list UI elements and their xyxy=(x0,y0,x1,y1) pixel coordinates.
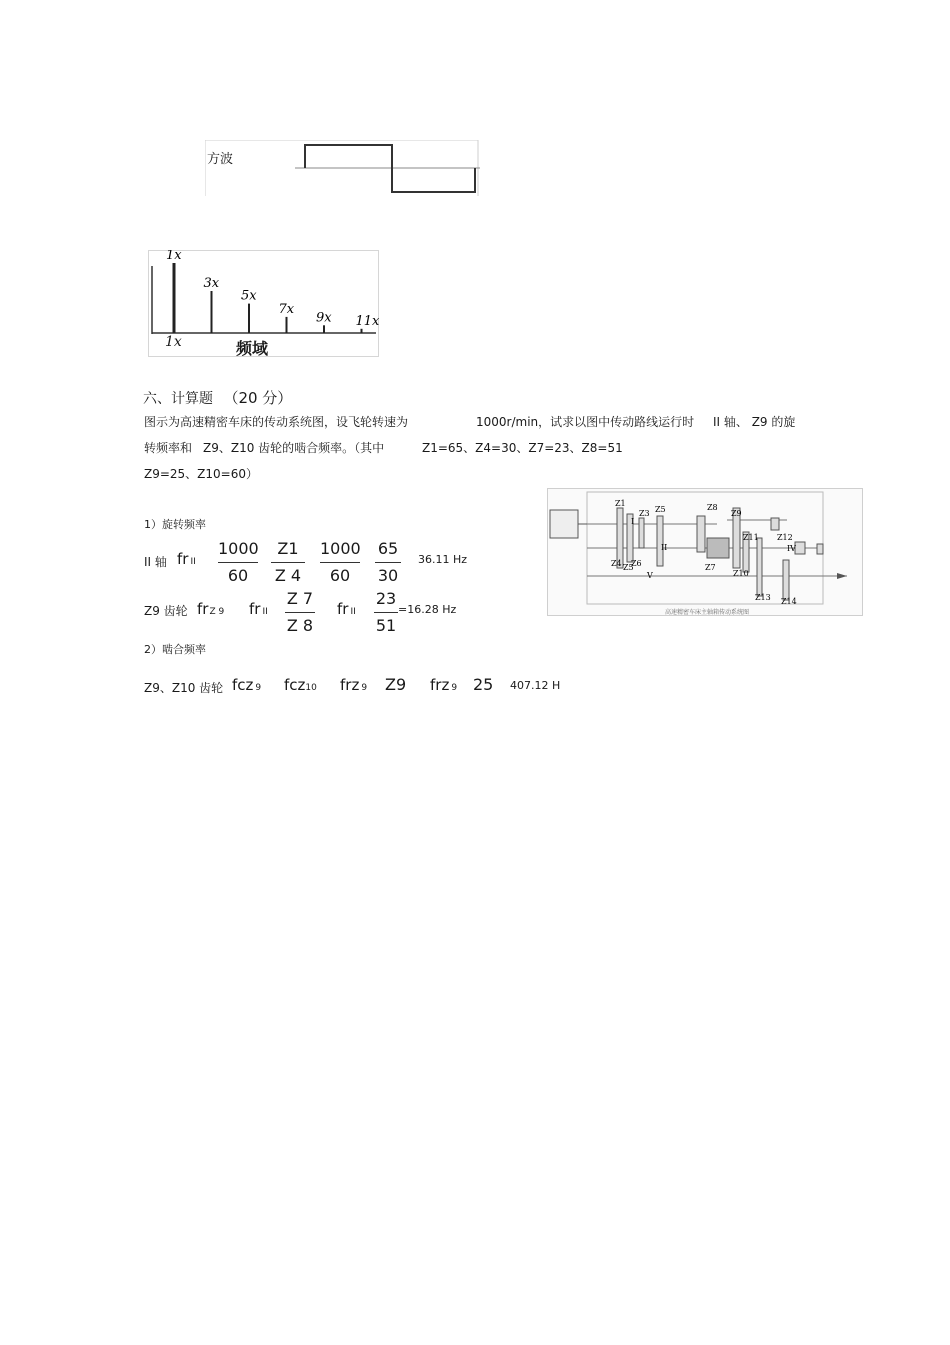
spectrum-harmonic-label: 9x xyxy=(316,310,332,326)
fraction-numerator: Z1 xyxy=(277,539,299,558)
fraction-numerator: 1000 xyxy=(218,539,259,558)
square-wave-label: 方波 xyxy=(207,152,234,167)
mesh-symbol: frz xyxy=(430,676,450,694)
mesh-term-6 xyxy=(473,675,493,694)
fraction-bar xyxy=(375,562,401,563)
fraction-2 xyxy=(271,539,305,586)
section-heading xyxy=(143,387,292,408)
diagram-gear-label: Z5 xyxy=(655,505,666,514)
mesh-term-1 xyxy=(232,676,261,694)
fr-subscript: II xyxy=(350,607,356,617)
diagram-caption: 高速精密车床主轴箱传动系统图 xyxy=(665,609,750,616)
fraction-numerator: 23 xyxy=(375,589,397,608)
fraction-numerator: 65 xyxy=(377,539,399,558)
spectrum-harmonic-label: 11x xyxy=(355,313,380,329)
gear-result: =16.28 Hz xyxy=(398,603,457,616)
diagram-shaft-label: II xyxy=(661,543,668,552)
diagram-gear-label: Z10 xyxy=(733,569,749,578)
fraction-3 xyxy=(320,539,360,586)
mesh-symbol: fcz xyxy=(232,676,254,694)
diagram-gear-label: Z12 xyxy=(777,533,793,542)
problem-line-2b: Z9、Z10 齿轮的啮合频率。（其中 xyxy=(203,441,385,455)
diagram-shaft-label: I xyxy=(631,517,635,526)
mesh-label: Z9、Z10 齿轮 xyxy=(144,681,224,695)
diagram-gear-label: Z6 xyxy=(631,559,642,568)
fr-symbol: fr xyxy=(249,600,261,618)
mesh-symbol: frz xyxy=(340,676,360,694)
mesh-symbol: fcz xyxy=(284,676,306,694)
fr-symbol: fr xyxy=(177,550,189,568)
fraction-bar xyxy=(271,562,305,563)
spectrum-harmonic-label: 5x xyxy=(241,288,257,304)
diagram-gear-label: Z13 xyxy=(755,593,771,602)
gear-fr3 xyxy=(337,600,356,618)
fr-symbol: fr xyxy=(197,600,209,618)
mesh-term-2 xyxy=(284,676,317,694)
fraction-numerator: Z 7 xyxy=(286,589,314,608)
problem-line-1 xyxy=(144,413,408,430)
fr-subscript: II xyxy=(190,557,196,567)
problem-line-3: Z9=25、Z10=60） xyxy=(144,467,258,481)
part2-heading: 2）啮合频率 xyxy=(144,643,206,656)
mesh-term-3 xyxy=(340,676,367,694)
diagram-gear-label: Z8 xyxy=(707,503,718,512)
fraction-numerator: 1000 xyxy=(320,539,361,558)
spectrum-harmonic-label: 3x xyxy=(203,276,220,291)
fraction-4 xyxy=(375,539,401,586)
diagram-gear-label: Z4 xyxy=(611,559,622,568)
fraction-1 xyxy=(218,539,258,586)
spectrum-harmonic-label: 7x xyxy=(278,301,295,317)
diagram-gear-label: Z7 xyxy=(705,563,716,572)
spectrum-figure xyxy=(148,250,380,358)
mesh-result: 407.12 H xyxy=(510,679,561,692)
mesh-subscript: 10 xyxy=(305,683,317,693)
mesh-subscript: 9 xyxy=(361,683,368,693)
spectrum-harmonic-label: 1x xyxy=(166,250,182,263)
diagram-gear-label: Z14 xyxy=(781,597,797,606)
fr-symbol: fr xyxy=(337,600,349,618)
spectrum-tick-label: 1x xyxy=(165,334,182,350)
fraction-denominator: 60 xyxy=(227,566,249,585)
square-wave-figure xyxy=(205,140,480,197)
diagram-gear-label: Z3 xyxy=(639,509,650,518)
mesh-subscript: 9 xyxy=(255,683,262,693)
fraction-6 xyxy=(374,589,398,636)
diagram-gear-label: Z9 xyxy=(731,509,742,518)
fraction-bar xyxy=(285,612,315,613)
fraction-bar xyxy=(374,612,398,613)
fraction-denominator: 60 xyxy=(329,566,351,585)
mesh-symbol: Z9 xyxy=(385,675,407,694)
gear-fr2 xyxy=(249,600,268,618)
problem-line-2a: 转频率和 xyxy=(144,441,193,455)
shaft-result: 36.11 Hz xyxy=(418,553,468,566)
diagram-gear-label: Z1 xyxy=(615,499,626,508)
fraction-denominator: 51 xyxy=(375,616,397,635)
mesh-term-4 xyxy=(385,675,406,694)
section-score: （20 分） xyxy=(223,389,293,407)
diagram-gear-label: Z11 xyxy=(743,533,759,542)
transmission-diagram-graphic xyxy=(547,488,864,617)
section-title: 六、计算题 xyxy=(143,391,213,407)
gear-fr xyxy=(197,600,224,618)
transmission-diagram xyxy=(547,488,864,617)
square-wave-graphic xyxy=(205,140,480,197)
problem-line-1b: 1000r/min，试求以图中传动路线运行时 xyxy=(476,415,695,429)
mesh-subscript: 9 xyxy=(451,683,458,693)
mesh-symbol: 25 xyxy=(473,675,494,694)
fraction-5 xyxy=(285,589,315,636)
fraction-denominator: 30 xyxy=(377,566,399,585)
problem-text: 图示为高速精密车床的传动系统图，设飞轮转速为 xyxy=(144,415,409,429)
fraction-bar xyxy=(320,562,360,563)
diagram-shaft-label: V xyxy=(647,571,653,580)
fraction-bar xyxy=(218,562,258,563)
diagram-shaft-label: IV xyxy=(787,544,796,553)
fr-subscript: Z 9 xyxy=(209,607,225,617)
gear-label: Z9 齿轮 xyxy=(144,604,188,618)
part1-heading: 1）旋转频率 xyxy=(144,518,206,531)
spectrum-axis-title: 频域 xyxy=(236,339,269,358)
shaft-fr xyxy=(177,550,196,568)
shaft-label: II 轴 xyxy=(144,555,167,569)
mesh-term-5 xyxy=(430,676,457,694)
problem-line-2c: Z1=65、Z4=30、Z7=23、Z8=51 xyxy=(422,441,623,455)
diagram-gear-label: Z5 xyxy=(623,563,634,572)
fraction-denominator: Z 8 xyxy=(286,616,314,635)
fr-subscript: II xyxy=(262,607,268,617)
fraction-denominator: Z 4 xyxy=(274,566,302,585)
problem-line-1c: II 轴、 Z9 的旋 xyxy=(713,415,796,429)
